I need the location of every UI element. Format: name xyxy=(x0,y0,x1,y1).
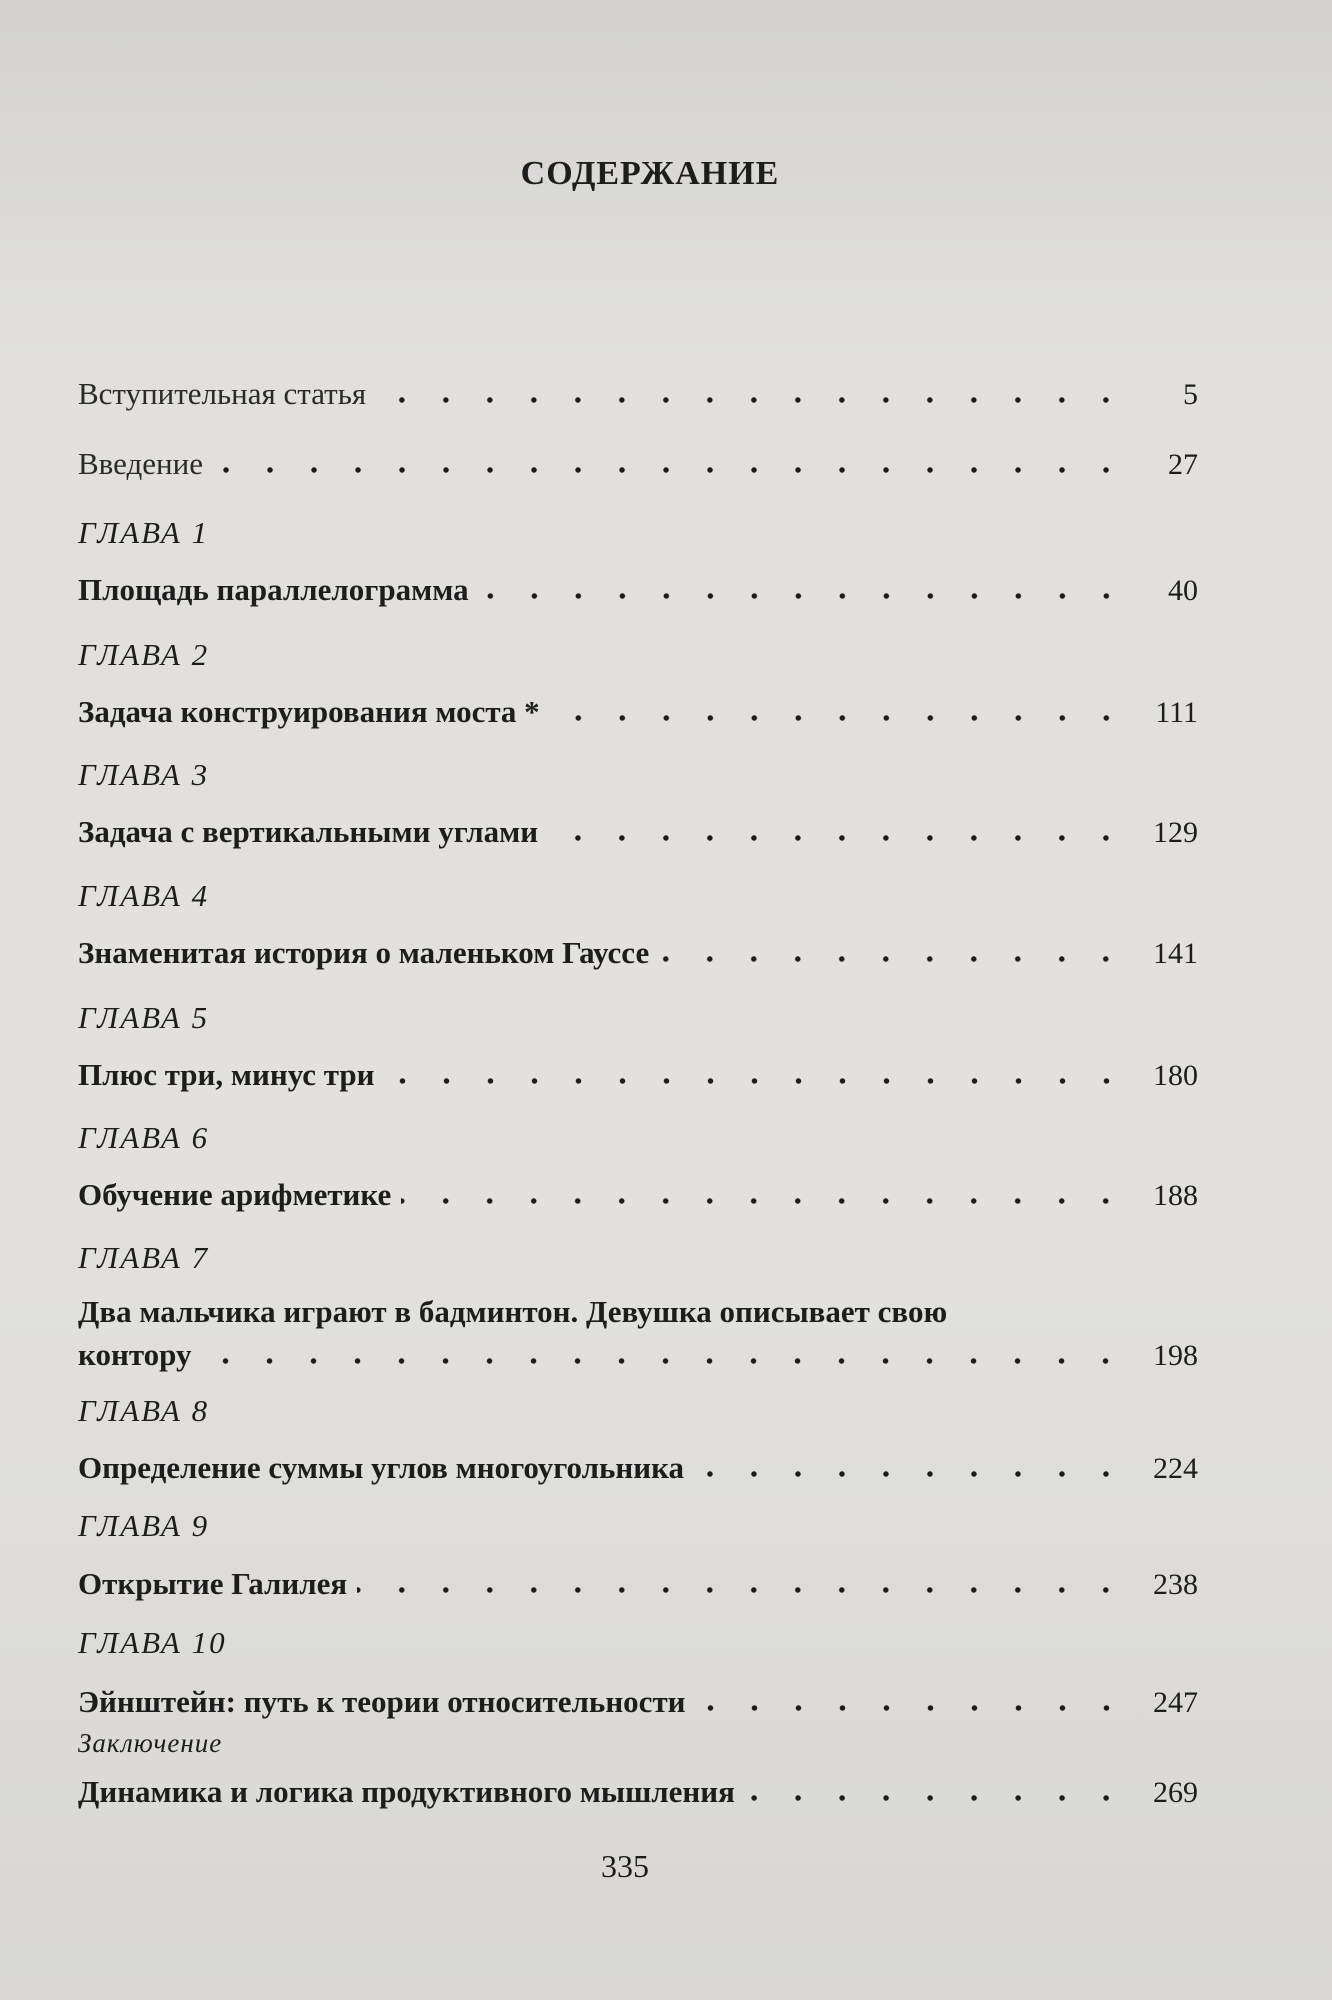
dot-leader xyxy=(213,466,1128,474)
toc-line xyxy=(78,568,1198,608)
chapter-label: ГЛАВА 9 xyxy=(78,1508,210,1543)
entry-title: Определение суммы углов многоугольника xyxy=(78,1450,685,1485)
page-number: 40 xyxy=(1168,574,1198,607)
page-number: 5 xyxy=(1183,378,1198,411)
toc-line xyxy=(78,931,1198,971)
page-number: 111 xyxy=(1155,696,1198,729)
entry-title: Знаменитая история о маленьком Гауссе xyxy=(78,935,650,970)
chapter-label: ГЛАВА 7 xyxy=(78,1240,210,1275)
chapter-label: ГЛАВА 8 xyxy=(78,1393,210,1428)
dot-leader xyxy=(550,714,1128,722)
entry-title: Открытие Галилея xyxy=(78,1566,348,1601)
dot-leader xyxy=(201,1357,1128,1365)
toc-line xyxy=(78,1446,1198,1486)
chapter-label: ГЛАВА 4 xyxy=(78,878,210,913)
entry-title: Плюс три, минус три xyxy=(78,1057,375,1092)
toc-line xyxy=(78,1053,1198,1093)
toc-line xyxy=(78,1770,1198,1810)
footer-page-number: 335 xyxy=(601,1848,649,1884)
toc-line xyxy=(78,1680,1198,1720)
dot-leader xyxy=(694,1470,1128,1478)
chapter-label: ГЛАВА 3 xyxy=(78,757,210,792)
entry-title: Площадь параллелограмма xyxy=(78,572,469,607)
entry-title: Вступительная статья xyxy=(78,376,367,411)
page-number: 188 xyxy=(1153,1179,1198,1212)
page-title: СОДЕРЖАНИЕ xyxy=(520,155,780,192)
entry-title: Два мальчика играют в бадминтон. Девушка описывает свою xyxy=(78,1294,948,1329)
dot-leader xyxy=(696,1704,1128,1712)
entry-title-continued: контору xyxy=(78,1337,192,1372)
dot-leader xyxy=(479,592,1128,600)
entry-title: Задача с вертикальными углами xyxy=(78,814,539,849)
toc-line xyxy=(78,810,1198,850)
page-number: 141 xyxy=(1153,937,1198,970)
dot-leader xyxy=(745,1794,1128,1802)
dot-leader xyxy=(385,1077,1128,1085)
page-number: 224 xyxy=(1153,1452,1198,1485)
chapter-label: ГЛАВА 5 xyxy=(78,1000,210,1035)
page-number: 198 xyxy=(1153,1339,1198,1372)
entry-title: Динамика и логика продуктивного мышления xyxy=(78,1774,735,1809)
toc-line xyxy=(78,1562,1198,1602)
chapter-label: Заключение xyxy=(78,1728,223,1758)
toc-line xyxy=(78,1173,1198,1213)
entry-title: Эйнштейн: путь к теории относительности xyxy=(78,1684,686,1719)
toc-line xyxy=(78,690,1198,730)
chapter-label: ГЛАВА 2 xyxy=(78,637,210,672)
dot-leader xyxy=(357,1586,1128,1594)
toc-line xyxy=(78,442,1198,482)
dot-leader xyxy=(548,834,1128,842)
page-number: 247 xyxy=(1153,1686,1198,1719)
toc-line-continued xyxy=(78,1333,1198,1373)
dot-leader xyxy=(401,1197,1128,1205)
toc-line xyxy=(78,1290,1198,1330)
chapter-label: ГЛАВА 6 xyxy=(78,1120,210,1155)
entry-title: Задача конструирования моста * xyxy=(78,694,540,729)
page-number: 238 xyxy=(1153,1568,1198,1601)
page-number: 27 xyxy=(1168,448,1198,481)
chapter-label: ГЛАВА 10 xyxy=(78,1625,227,1660)
dot-leader xyxy=(659,955,1128,963)
page-number: 129 xyxy=(1153,816,1198,849)
page-number: 180 xyxy=(1153,1059,1198,1092)
chapter-label: ГЛАВА 1 xyxy=(78,515,210,550)
entry-title: Введение xyxy=(78,446,203,481)
toc-line xyxy=(78,372,1198,412)
dot-leader xyxy=(376,396,1128,404)
page-number: 269 xyxy=(1153,1776,1198,1809)
entry-title: Обучение арифметике xyxy=(78,1177,392,1212)
